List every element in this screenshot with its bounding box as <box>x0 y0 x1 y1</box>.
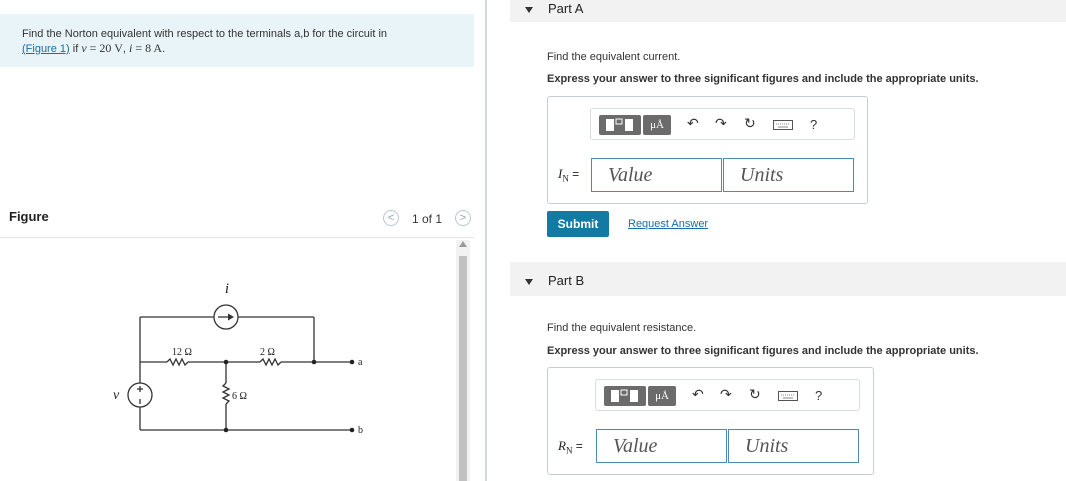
units-input[interactable]: Units <box>728 429 859 463</box>
figure-divider <box>0 237 474 238</box>
current-label: i <box>224 281 230 297</box>
chevron-left-icon: < <box>387 212 395 224</box>
help-icon[interactable]: ? <box>815 388 823 403</box>
part-b-instruction: Express your answer to three significant figures and include the appropriate units. <box>547 345 979 357</box>
units-icon[interactable]: μÅ <box>643 115 671 135</box>
keyboard-icon[interactable] <box>778 390 798 406</box>
resistor-2-label: 2 Ω <box>260 347 275 358</box>
value-input[interactable]: Value <box>591 158 722 192</box>
undo-icon[interactable]: ↶ <box>692 386 704 402</box>
submit-button[interactable]: Submit <box>547 211 609 237</box>
redo-icon[interactable]: ↷ <box>715 115 727 131</box>
figure-counter: 1 of 1 <box>412 212 443 226</box>
var-label: $I_N$ = <box>558 166 580 184</box>
part-a-title: Part A <box>548 1 584 16</box>
v-variable: v <box>81 41 87 55</box>
part-a-instruction: Express your answer to three significant figures and include the appropriate units. <box>547 73 979 85</box>
figure-title: Figure <box>9 209 49 224</box>
part-a-question: Find the equivalent current. <box>547 51 681 63</box>
var-label: $R_N$ = <box>558 438 583 456</box>
redo-icon[interactable]: ↷ <box>720 386 732 402</box>
problem-text-line2: (Figure 1) if v = 20 V, i = 8 A. <box>22 41 166 55</box>
keyboard-icon[interactable] <box>773 119 793 135</box>
part-a-header[interactable] <box>510 0 1066 22</box>
problem-text: Find the Norton equivalent with respect to the terminals a,b for the circuit in <box>22 28 388 40</box>
reset-icon[interactable]: ↻ <box>744 115 756 131</box>
resistor-6-label: 6 Ω <box>232 391 247 402</box>
part-a-answer-box <box>547 96 868 204</box>
panel-divider <box>485 0 487 481</box>
collapse-triangle-icon <box>525 7 533 13</box>
math-toolbar <box>595 379 860 411</box>
i-variable: i <box>128 41 133 55</box>
templates-icon[interactable] <box>604 386 646 406</box>
request-answer-link[interactable]: Request Answer <box>628 218 709 230</box>
collapse-triangle-icon <box>525 279 533 285</box>
math-toolbar <box>590 108 855 140</box>
templates-icon[interactable] <box>599 115 641 135</box>
part-b-header[interactable] <box>510 262 1066 296</box>
units-icon[interactable]: μÅ <box>648 386 676 406</box>
chevron-right-icon: > <box>459 212 467 224</box>
help-icon[interactable]: ? <box>810 117 818 132</box>
part-b-title: Part B <box>548 273 585 288</box>
terminal-b-label: b <box>358 425 363 436</box>
v-value: = 20 V <box>86 41 123 55</box>
figure-link[interactable]: (Figure 1) <box>22 43 70 55</box>
terminal-a-label: a <box>358 357 363 368</box>
value-input[interactable]: Value <box>596 429 727 463</box>
part-b-answer-box <box>547 367 874 475</box>
scroll-thumb[interactable] <box>459 256 467 481</box>
undo-icon[interactable]: ↶ <box>687 115 699 131</box>
problem-statement <box>0 14 474 67</box>
circuit-diagram <box>100 275 370 445</box>
reset-icon[interactable]: ↻ <box>749 386 761 402</box>
prev-figure-button[interactable] <box>383 210 399 226</box>
units-input[interactable]: Units <box>723 158 854 192</box>
part-b-question: Find the equivalent resistance. <box>547 322 697 334</box>
resistor-12-label: 12 Ω <box>172 347 192 358</box>
voltage-label: v <box>113 388 120 403</box>
scroll-up-icon[interactable] <box>459 241 467 247</box>
i-value: = 8 A <box>132 41 163 55</box>
next-figure-button[interactable] <box>455 210 471 226</box>
